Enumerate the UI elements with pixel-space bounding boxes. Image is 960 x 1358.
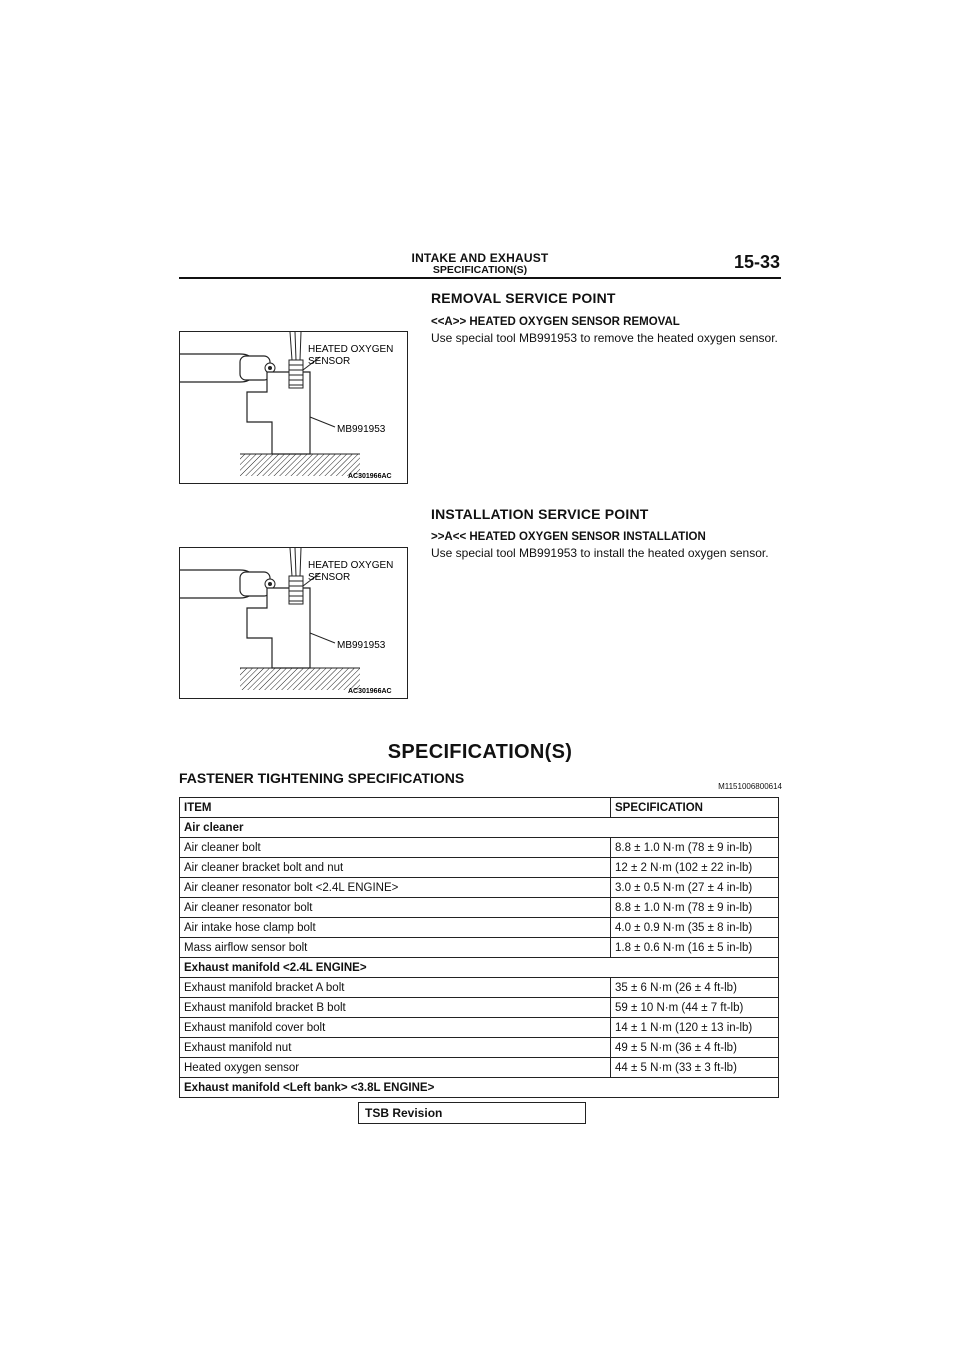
figure-label-sensor: HEATED OXYGEN [308,344,394,355]
specification-cell: 44 ± 5 N·m (33 ± 3 ft-lb) [611,1058,779,1078]
specifications-title: SPECIFICATION(S) [387,741,573,763]
removal-body: Use special tool MB991953 to remove the heated oxygen sensor. [431,331,778,345]
item-cell: Exhaust manifold nut [180,1038,611,1058]
specification-cell: 8.8 ± 1.0 N·m (78 ± 9 in-lb) [611,838,779,858]
specification-cell: 3.0 ± 0.5 N·m (27 ± 4 in-lb) [611,878,779,898]
removal-subheading: <<A>> HEATED OXYGEN SENSOR REMOVAL [431,316,680,328]
table-row [180,918,779,938]
specification-cell: 8.8 ± 1.0 N·m (78 ± 9 in-lb) [611,898,779,918]
oxygen-sensor-tool-illustration [180,332,407,483]
installation-subheading: >>A<< HEATED OXYGEN SENSOR INSTALLATION [431,531,706,543]
table-row [180,978,779,998]
document-code: M1151006800614 [718,782,782,791]
tsb-revision-box: TSB Revision [358,1102,586,1124]
installation-figure [179,547,408,699]
figure-label-sensor-2: SENSOR [308,572,351,583]
item-cell: Air cleaner bracket bolt and nut [180,858,611,878]
installation-body: Use special tool MB991953 to install the heated oxygen sensor. [431,546,769,560]
table-row [180,898,779,918]
removal-heading: REMOVAL SERVICE POINT [431,290,616,306]
item-cell: Air intake hose clamp bolt [180,918,611,938]
item-cell: Air cleaner resonator bolt <2.4L ENGINE> [180,878,611,898]
item-cell: Exhaust manifold bracket A bolt [180,978,611,998]
group-label: Air cleaner [180,818,779,838]
item-cell: Air cleaner resonator bolt [180,898,611,918]
table-row [180,998,779,1018]
section-subtitle: SPECIFICATION(S) [432,264,528,276]
oxygen-sensor-tool-illustration [180,548,407,698]
item-cell: Air cleaner bolt [180,838,611,858]
specification-cell: 59 ± 10 N·m (44 ± 7 ft-lb) [611,998,779,1018]
table-row [180,1038,779,1058]
header-rule [179,277,781,279]
table-row [180,838,779,858]
figure-code: AC301966AC [348,473,392,480]
torque-specifications-table [179,797,779,1098]
figure-label-tool: MB991953 [337,424,386,435]
column-header-specification: SPECIFICATION [611,798,779,818]
table-row [180,938,779,958]
group-label: Exhaust manifold <2.4L ENGINE> [180,958,779,978]
table-group-row [180,1078,779,1098]
item-cell: Exhaust manifold bracket B bolt [180,998,611,1018]
table-row [180,878,779,898]
specification-cell: 12 ± 2 N·m (102 ± 22 in-lb) [611,858,779,878]
specification-cell: 1.8 ± 0.6 N·m (16 ± 5 in-lb) [611,938,779,958]
figure-code: AC301966AC [348,688,392,695]
table-header-row [180,798,779,818]
removal-figure [179,331,408,484]
item-cell: Exhaust manifold cover bolt [180,1018,611,1038]
fastener-specs-heading: FASTENER TIGHTENING SPECIFICATIONS [179,770,465,786]
figure-label-sensor: HEATED OXYGEN [308,560,394,571]
specification-cell: 49 ± 5 N·m (36 ± 4 ft-lb) [611,1038,779,1058]
specification-cell: 14 ± 1 N·m (120 ± 13 in-lb) [611,1018,779,1038]
item-cell: Mass airflow sensor bolt [180,938,611,958]
installation-heading: INSTALLATION SERVICE POINT [431,506,649,522]
group-label: Exhaust manifold <Left bank> <3.8L ENGINE> [180,1078,779,1098]
table-group-row [180,818,779,838]
figure-label-tool: MB991953 [337,640,386,651]
specification-cell: 35 ± 6 N·m (26 ± 4 ft-lb) [611,978,779,998]
section-title: INTAKE AND EXHAUST [411,251,549,265]
page-number: 15-33 [733,252,780,272]
column-header-item: ITEM [180,798,611,818]
specification-cell: 4.0 ± 0.9 N·m (35 ± 8 in-lb) [611,918,779,938]
table-row [180,1058,779,1078]
table-group-row [180,958,779,978]
table-row [180,1018,779,1038]
table-row [180,858,779,878]
figure-label-sensor-2: SENSOR [308,356,351,367]
item-cell: Heated oxygen sensor [180,1058,611,1078]
